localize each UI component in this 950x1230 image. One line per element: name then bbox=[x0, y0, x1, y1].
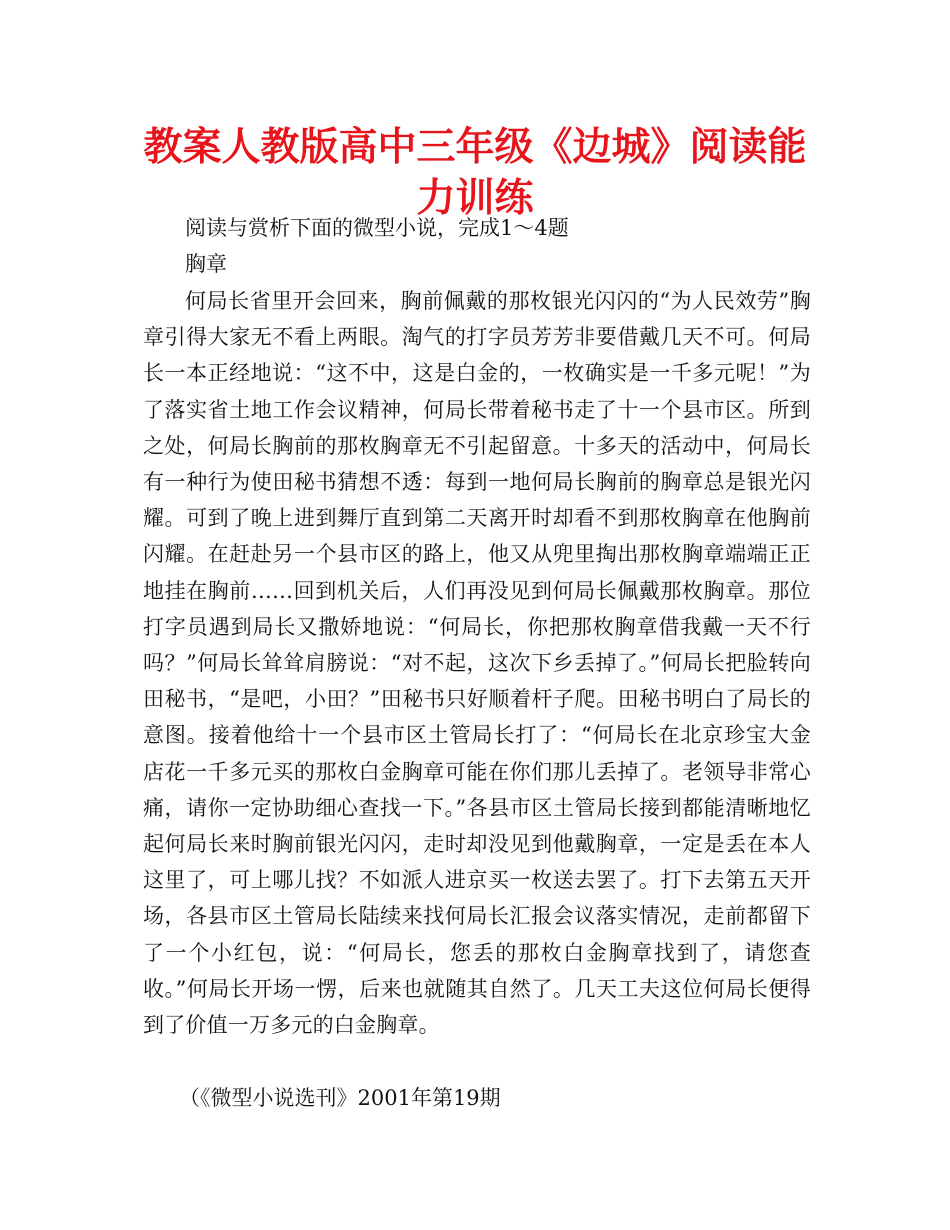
intro-instruction: 阅读与赏析下面的微型小说，完成1～4题 bbox=[185, 216, 569, 240]
story-title: 胸章 bbox=[185, 252, 227, 276]
story-body: 何局长省里开会回来，胸前佩戴的那枚银光闪闪的“为人民效劳”胸章引得大家无不看上两眼。淘气的打字员芳芳非要借戴几天不可。何局长一本正经地说：“这不中，这是白金的，一枚确实是一千多元呢！”为了落实省土地工作会议精神，何局长带着秘书走了十一个县市区。所到之处，何局长胸前的那枚胸章无不引起留意。十多天的活动中，何局长有一种行为使田秘书猜想不透：每到一地何局长胸前的胸章总是银光闪耀。可到了晚上进到舞厅直到第二天离开时却看不到那枚胸章在他胸前闪耀。在赶赴另一个县市区的路上，他又从兜里掏出那枚胸章端端正正地挂在胸前……回到机关后，人们再没见到何局长佩戴那枚胸章。那位打字员遇到局长又撒娇地说：“何局长，你把那枚胸章借我戴一天不行吗？”何局长耸耸肩膀说：“对不起，这次下乡丢掉了。”何局长把脸转向田秘书，“是吧，小田？”田秘书只好顺着杆子爬。田秘书明白了局长的意图。接着他给十一个县市区土管局长打了：“何局长在北京珍宝大金店花一千多元买的那枚白金胸章可能在你们那儿丢掉了。老领导非常心痛，请你一定协助细心查找一下。”各县市区土管局长接到都能清晰地忆起何局长来时胸前银光闪闪，走时却没见到他戴胸章，一定是丢在本人这里了，可上哪儿找？不如派人进京买一枚送去罢了。打下去第五天开场，各县市区土管局长陆续来找何局长汇报会议落实情况，走前都留下了一个小红包，说：“何局长，您丢的那枚白金胸章找到了，请您查收。”何局长开场一愣，后来也就随其自然了。几天工夫这位何局长便得到了价值一万多元的白金胸章。 bbox=[143, 289, 811, 1038]
source-citation: （《微型小说选刊》2001年第19期 bbox=[179, 1086, 501, 1110]
document-title: 教案人教版高中三年级《边城》阅读能力训练 bbox=[143, 125, 807, 221]
